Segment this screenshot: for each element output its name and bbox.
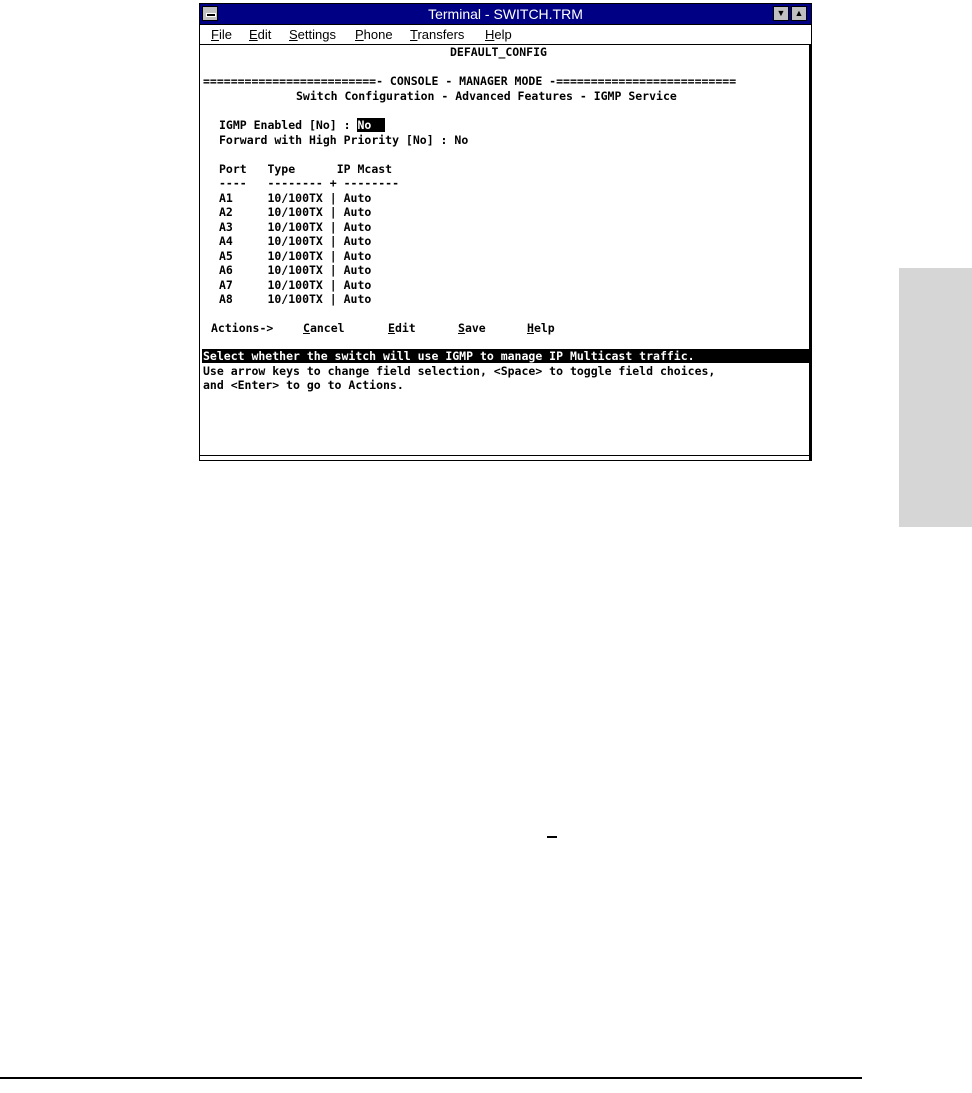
port-row[interactable]: A1 10/100TX | Auto [219,191,372,205]
port-table-rule: ---- -------- + -------- [219,176,400,190]
config-name: DEFAULT_CONFIG [450,45,547,59]
console-banner: =========================- CONSOLE - MANAGER MODE -========================== [203,74,737,88]
title-bar [200,4,811,25]
igmp-enabled-field[interactable]: No [357,118,386,132]
menu-bar [200,25,811,45]
terminal-window [199,3,812,461]
menu-settings[interactable]: Settings [289,27,336,42]
vertical-scrollbar[interactable] [809,45,811,460]
cancel-action[interactable]: Cancel [303,321,345,335]
help-action[interactable]: Help [527,321,555,335]
igmp-enabled-row [219,118,385,132]
menu-phone[interactable]: Phone [355,27,393,42]
port-row[interactable]: A3 10/100TX | Auto [219,220,372,234]
terminal-screen[interactable] [200,45,809,455]
info-line: Use arrow keys to change field selection, <Space> to toggle field choices, [203,364,716,378]
text-cursor [547,836,557,838]
horizontal-scrollbar[interactable] [200,455,809,461]
port-row[interactable]: A2 10/100TX | Auto [219,205,372,219]
port-table-header: Port Type IP Mcast [219,162,393,176]
save-action[interactable]: Save [458,321,486,335]
window-title: Terminal - SWITCH.TRM [428,6,583,22]
menu-transfers[interactable]: Transfers [410,27,465,42]
help-line: Select whether the switch will use IGMP to manage IP Multicast traffic. [202,349,809,363]
port-row[interactable]: A5 10/100TX | Auto [219,249,372,263]
port-row[interactable]: A6 10/100TX | Auto [219,263,372,277]
igmp-enabled-label: IGMP Enabled [No] : [219,118,358,132]
port-row[interactable]: A8 10/100TX | Auto [219,292,372,306]
minimize-button[interactable]: ▼ [773,6,789,21]
high-priority-field[interactable]: Forward with High Priority [No] : No [219,133,469,147]
port-row[interactable]: A4 10/100TX | Auto [219,234,372,248]
menu-file[interactable]: File [211,27,232,42]
section-tab [899,268,972,527]
info-line: and <Enter> to go to Actions. [203,378,404,392]
port-row[interactable]: A7 10/100TX | Auto [219,278,372,292]
system-menu-icon[interactable] [202,6,218,21]
edit-action[interactable]: Edit [388,321,416,335]
page-footer-rule [0,1077,862,1079]
menu-help[interactable]: Help [485,27,512,42]
maximize-button[interactable]: ▲ [791,6,807,21]
actions-label: Actions-> [211,321,274,335]
menu-edit[interactable]: Edit [249,27,272,42]
screen-title: Switch Configuration - Advanced Features - IGMP Service [296,89,677,103]
